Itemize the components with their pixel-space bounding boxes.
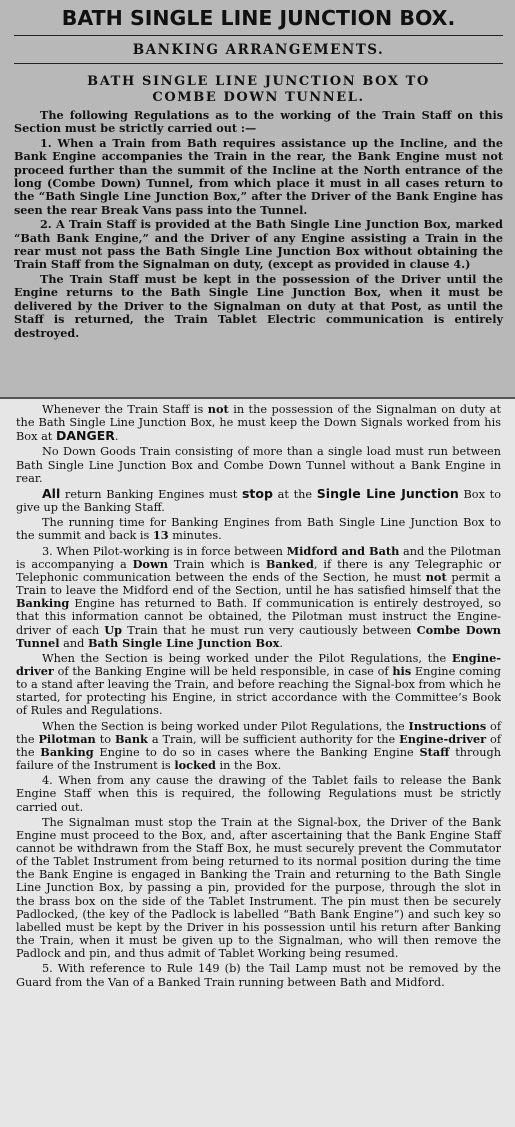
section-heading [14, 74, 503, 106]
clause-4: 4. When from any cause the drawing of the Tablet fails to release the Bank Engine Staff when this is required, the following Regulations must be strictly carried out. [16, 774, 501, 814]
upper-section [0, 0, 515, 397]
subtitle: BANKING ARRANGEMENTS. [132, 42, 385, 58]
title-rule [14, 35, 503, 36]
subtitle-rule [14, 63, 503, 64]
intro-paragraph: The following Regulations as to the working of the Train Staff on this Section must be strictly carried out :— [14, 108, 503, 136]
paragraph-pilotman-instructions: When the Section is being worked under Pilot Regulations, the Instructions of the Pilotman to Bank a Train, will be sufficient authority for the Engine-driver of the Banking Engine to do so in cases where the Banking Engine Staff through failure of the Instrument is locked in the Box. [16, 718, 502, 773]
document-title: BATH SINGLE LINE JUNCTION BOX. [61, 6, 456, 30]
clause-2: 2. A Train Staff is provided at the Bath Single Line Junction Box, marked “Bath Bank Engine,” and the Driver of any Engine assisting a Train in the rear must not pass the Bath Single Line Junction Box without obtaining the Train Staff from the Signalman on duty, (except as provided in clause 4.) [14, 217, 503, 272]
section-heading-line-1: BATH SINGLE LINE JUNCTION BOX TO [87, 74, 430, 89]
train-staff-paragraph: The Train Staff must be kept in the possession of the Driver until the Engine returns to the Bath Single Line Junction Box, when it must be delivered by the Driver to the Signalman on duty at that Post, as until the Staff is returned, the Train Tablet Electric communication is entirely destroyed. [14, 271, 503, 340]
clause-1: 1. When a Train from Bath requires assistance up the Incline, and the Bank Engine accompanies the Train in the rear, the Bank Engine must not proceed further than the summit of the Incline at the North entrance of the long (Combe Down) Tunnel, from which place it must in all cases return to the “Bath Single Line Junction Box,” after the Driver of the Bank Engine has seen the rear Break Vans pass into the Tunnel. [14, 135, 503, 217]
paragraph-goods-trains: No Down Goods Train consisting of more than a single load must run between Bath Single Line Junction Box and Combe Down Tunnel without a Bank Engine in rear. [16, 445, 501, 485]
clause-5: 5. With reference to Rule 149 (b) the Tail Lamp must not be removed by the Guard from the Van of a Banked Train running between Bath and Midford. [16, 962, 501, 989]
paragraph-padlock: The Signalman must stop the Train at the Signal-box, the Driver of the Bank Engine must proceed to the Box, and, after ascertaining that the Bank Engine Staff cannot be withdrawn from the Staff Box, he must securely prevent the Commutator of the Tablet Instrument from being returned to its normal position during the time the Bank Engine is engaged in Banking the Train and returning to the Bath Single Line Junction Box, by passing a pin, provided for the purpose, through the slot in the brass box on the side of the Tablet Instrument. The pin must then be securely Padlocked, (the key of the Padlock is labelled “Bath Bank Engine”) and such key so labelled must be kept by the Driver in his possession until his return after Banking the Train, when it must be given up to the Signalman, who will then remove the Padlock and pin, and thus admit of Tablet Working being resumed. [16, 815, 501, 961]
lower-section [0, 397, 515, 1127]
paragraph-pilot-regulations: When the Section is being worked under the Pilot Regulations, the Engine-driver of the Banking Engine will be held responsible, in case of his Engine coming to a stand after leaving the Train, and before reaching the Signal-box from which he started, for protecting his Engine, in strict accordance with the Committee’s Book of Rules and Regulations. [16, 650, 501, 718]
section-heading-line-2: COMBE DOWN TUNNEL. [152, 90, 365, 105]
paragraph-running-time: The running time for Banking Engines from Bath Single Line Junction Box to the summit and back is 13 minutes. [16, 516, 501, 543]
paragraph-return-engines: All return Banking Engines must stop at the Single Line Junction Box to give up the Banking Staff. [16, 485, 501, 515]
paragraph-down-signals: Whenever the Train Staff is not in the possession of the Signalman on duty at the Bath Single Line Junction Box, he must keep the Down Signals worked from his Box at DANGER. [16, 402, 501, 444]
clause-3: 3. When Pilot-working is in force between Midford and Bath and the Pilotman is accompanying a Down Train which is Banked, if there is any Telegraphic or Telephonic communication between the ends of the Section, he must not permit a Train to leave the Midford end of the Section, until he has satisfied himself that the Banking Engine has returned to Bath. If communication is entirely destroyed, so that this information cannot be obtained, the Pilotman must instruct the Engine-driver of each Up Train that he must run very cautiously between Combe Down Tunnel and Bath Single Line Junction Box. [16, 543, 501, 650]
